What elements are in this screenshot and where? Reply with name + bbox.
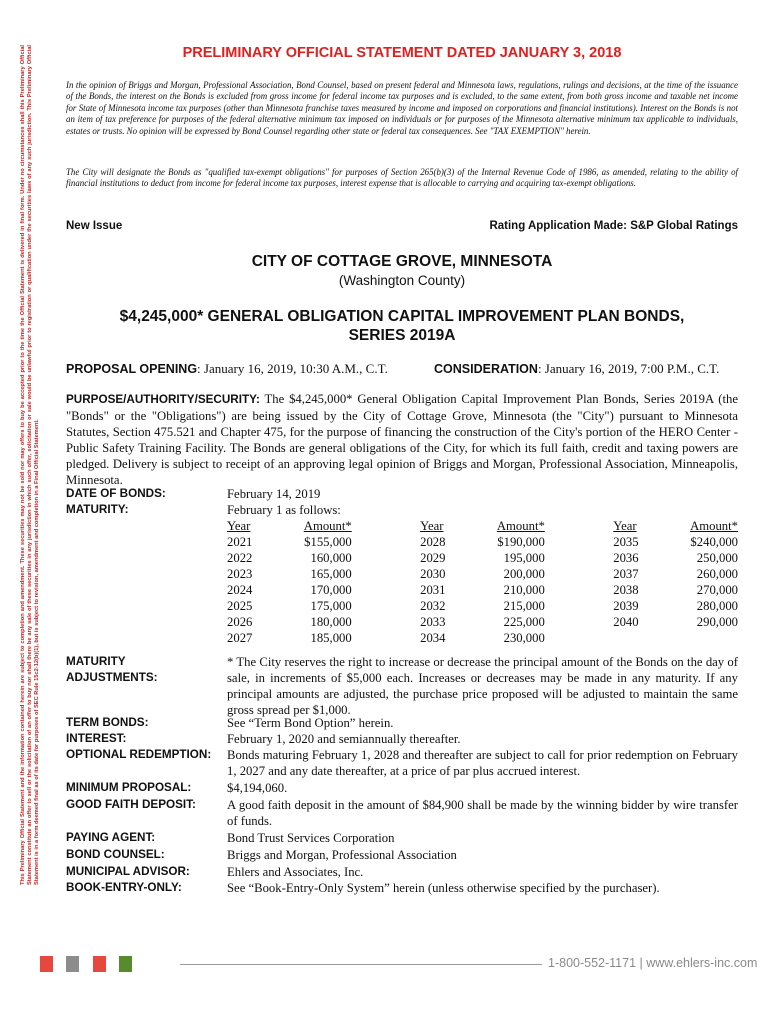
- table-row: [227, 598, 738, 614]
- bond-title-line-1: $4,245,000* GENERAL OBLIGATION CAPITAL IMPROVEMENT PLAN BONDS,: [119, 308, 685, 325]
- term-value: * The City reserves the right to increase or decrease the principal amount of the Bonds on the day of sale, in increments of $5,000 each. Increases or decreases may be made in any maturity. If any principal amounts are adjusted, the purchase price proposed will be adjusted to maintain the same gross spread per $1,000.: [227, 655, 738, 717]
- maturity-amount: [684, 630, 738, 646]
- maturity-year: [613, 630, 683, 646]
- maturity-year: 2035: [613, 535, 639, 549]
- column-gap: [545, 534, 613, 550]
- term-label: TERM BONDS:: [66, 716, 149, 729]
- table-row: [227, 614, 738, 630]
- maturity-table-header: [227, 518, 738, 534]
- column-gap: [352, 518, 420, 534]
- column-gap: [352, 550, 420, 566]
- maturity-amount: $190,000: [497, 535, 545, 549]
- header-amount: Amount*: [690, 519, 738, 533]
- maturity-year: 2021: [227, 535, 253, 549]
- maturity-year: 2024: [227, 583, 253, 597]
- term-value: See “Book-Entry-Only System” herein (unless otherwise specified by the purchaser).: [227, 881, 660, 895]
- maturity-amount: 195,000: [503, 551, 545, 565]
- consideration-label: CONSIDERATION: [434, 362, 538, 376]
- header-amount: Amount*: [303, 519, 352, 533]
- brand-square-green: [119, 956, 132, 972]
- issuer-name: CITY OF COTTAGE GROVE, MINNESOTA: [251, 253, 553, 270]
- maturity-amount: 200,000: [503, 567, 545, 581]
- term-label-line: MATURITY: [66, 655, 126, 668]
- side-disclaimer: [0, 0, 62, 1024]
- term-label: BOND COUNSEL:: [66, 848, 165, 861]
- maturity-year: 2037: [613, 567, 639, 581]
- maturity-amount: $155,000: [304, 535, 352, 549]
- preliminary-banner: PRELIMINARY OFFICIAL STATEMENT DATED JANUARY 3, 2018: [182, 45, 622, 61]
- header-year: Year: [227, 519, 251, 533]
- brand-square-red: [40, 956, 53, 972]
- table-row: [227, 534, 738, 550]
- term-label: MATURITY:: [66, 503, 129, 516]
- maturity-amount: 170,000: [310, 583, 352, 597]
- header-year: Year: [420, 519, 444, 533]
- table-row: [227, 582, 738, 598]
- term-value: A good faith deposit in the amount of $84,900 shall be made by the winning bidder by wire transfer of funds.: [227, 798, 738, 828]
- maturity-amount: 280,000: [696, 599, 738, 613]
- column-gap: [352, 614, 420, 630]
- proposal-opening: [66, 361, 388, 376]
- maturity-year: 2031: [420, 583, 446, 597]
- term-label: DATE OF BONDS:: [66, 487, 166, 500]
- maturity-year: 2025: [227, 599, 253, 613]
- term-label: INTEREST:: [66, 732, 127, 745]
- table-row: [227, 566, 738, 582]
- term-label: OPTIONAL REDEMPTION:: [66, 748, 212, 761]
- issue-row: [66, 220, 738, 232]
- proposal-row: [66, 361, 738, 377]
- term-value: See “Term Bond Option” herein.: [227, 716, 394, 730]
- maturity-amount: 270,000: [696, 583, 738, 597]
- term-value: February 1 as follows:: [227, 503, 341, 517]
- brand-square-red: [93, 956, 106, 972]
- maturity-amount: 175,000: [310, 599, 352, 613]
- term-value: Briggs and Morgan, Professional Association: [227, 848, 457, 862]
- purpose-label: PURPOSE/AUTHORITY/SECURITY:: [66, 393, 260, 406]
- term-value: Ehlers and Associates, Inc.: [227, 865, 364, 879]
- maturity-year: 2027: [227, 631, 253, 645]
- maturity-year: 2030: [420, 567, 446, 581]
- maturity-year: 2022: [227, 551, 253, 565]
- side-disclaimer-text: This Preliminary Official Statement and the information contained herein are subject to completion and amendment. These securities may not be sold nor may offers to buy be accepted prior to the time the Official Statement is delivered in final form. Under no circumstances shall this Preliminary Official Statement constitute an offer to sell or the solicitation of an offer to buy nor shall there be any sale of these securities in any jurisdiction in which such offer, solicitation or sale would be unlawful prior to registration or qualification under the securities laws of any such jurisdiction. This Preliminary Official Statement is in a form deemed final as of its date for purposes of SEC Rule 15c2-12(b)(1), but is subject to revision, amendment and completion in a Final Official Statement.: [20, 45, 40, 885]
- column-gap: [352, 534, 420, 550]
- term-value: Bond Trust Services Corporation: [227, 831, 395, 845]
- tax-opinion-paragraph: In the opinion of Briggs and Morgan, Professional Association, Bond Counsel, based on present federal and Minnesota laws, regulations, rulings and decisions, at the time of the issuance of the Bonds, the interest on the Bonds is excluded from gross income for federal income tax purposes and is excluded, to the same extent, from both gross income and taxable net income for State of Minnesota income tax purposes (other than Minnesota franchise taxes measured by income and imposed on corporations and financial institutions). Interest on the Bonds is not an item of tax preference for purposes of the federal alternative minimum tax imposed on individuals or for purposes of the Minnesota alternative minimum tax applicable to individuals, estates or trusts. No opinion will be expressed by Bond Counsel regarding other state or federal tax consequences. See "TAX EXEMPTION" herein.: [66, 80, 738, 136]
- column-gap: [352, 598, 420, 614]
- maturity-year: 2038: [613, 583, 639, 597]
- maturity-year: 2040: [613, 615, 639, 629]
- purpose-paragraph: [66, 391, 738, 488]
- column-gap: [545, 550, 613, 566]
- term-value: February 1, 2020 and semiannually thereafter.: [227, 732, 461, 746]
- term-value: February 14, 2019: [227, 487, 321, 501]
- maturity-amount: 225,000: [503, 615, 545, 629]
- maturity-amount: 160,000: [310, 551, 352, 565]
- maturity-amount: 210,000: [503, 583, 545, 597]
- maturity-year: 2023: [227, 567, 253, 581]
- proposal-opening-label: PROPOSAL OPENING: [66, 362, 198, 376]
- maturity-amount: 165,000: [310, 567, 352, 581]
- column-gap: [545, 518, 613, 534]
- column-gap: [545, 614, 613, 630]
- term-value: Bonds maturing February 1, 2028 and thereafter are subject to call for prior redemption on February 1, 2027 and any date thereafter, at a price of par plus accrued interest.: [227, 748, 738, 778]
- purpose-text: The $4,245,000* General Obligation Capital Improvement Plan Bonds, Series 2019A (the "Bonds" or the "Obligations") are being issued by the City of Cottage Grove, Minnesota (the "City") pursuant to Minnesota Statutes, Section 475.521 and Chapter 475, for the purpose of financing the construction of the City's portion of the HERO Center - Public Safety Training Facility. The Bonds are general obligations of the City, for which its full faith, credit and taxing powers are pledged. Delivery is subject to receipt of an approving legal opinion of Briggs and Morgan, Professional Association, Minneapolis, Minnesota.: [66, 392, 738, 487]
- footer-rule: [180, 964, 542, 965]
- maturity-year: 2039: [613, 599, 639, 613]
- column-gap: [545, 566, 613, 582]
- maturity-year: 2034: [420, 631, 446, 645]
- term-label: [66, 654, 158, 686]
- maturity-year: 2036: [613, 551, 639, 565]
- bond-title: [66, 307, 738, 345]
- maturity-year: 2032: [420, 599, 446, 613]
- table-row: [227, 630, 738, 646]
- maturity-amount: 230,000: [503, 631, 545, 645]
- brand-square-gray: [66, 956, 79, 972]
- maturity-amount: 185,000: [310, 631, 352, 645]
- maturity-year: 2026: [227, 615, 253, 629]
- column-gap: [545, 598, 613, 614]
- term-label: PAYING AGENT:: [66, 831, 156, 844]
- maturity-year: 2029: [420, 551, 446, 565]
- footer-contact: 1-800-552-1171 | www.ehlers-inc.com: [548, 956, 758, 970]
- consideration: [434, 361, 719, 377]
- term-label: MINIMUM PROPOSAL:: [66, 781, 192, 794]
- consideration-value: : January 16, 2019, 7:00 P.M., C.T.: [537, 361, 720, 376]
- maturity-year: 2028: [420, 535, 446, 549]
- maturity-year: 2033: [420, 615, 446, 629]
- column-gap: [545, 630, 613, 646]
- table-row: [227, 550, 738, 566]
- proposal-opening-value: : January 16, 2019, 10:30 A.M., C.T.: [197, 361, 388, 376]
- maturity-amount: 290,000: [696, 615, 738, 629]
- maturity-amount: 180,000: [310, 615, 352, 629]
- term-label: BOOK-ENTRY-ONLY:: [66, 881, 182, 894]
- term-label: MUNICIPAL ADVISOR:: [66, 865, 190, 878]
- issuer-county: (Washington County): [338, 273, 466, 288]
- column-gap: [545, 582, 613, 598]
- column-gap: [352, 566, 420, 582]
- maturity-amount: 250,000: [696, 551, 738, 565]
- qualified-obligations-paragraph: The City will designate the Bonds as "qualified tax-exempt obligations" for purposes of Section 265(b)(3) of the Internal Revenue Code of 1986, as amended, relating to the ability of financial institutions to deduct from income for federal income tax purposes, interest expense that is allocable to carrying and acquiring tax-exempt obligations.: [66, 167, 738, 189]
- maturity-amount: $240,000: [690, 535, 738, 549]
- rating-label: Rating Application Made: S&P Global Ratings: [489, 220, 738, 232]
- term-label: GOOD FAITH DEPOSIT:: [66, 798, 196, 811]
- page-footer: [40, 956, 758, 976]
- term-value: $4,194,060.: [227, 781, 288, 795]
- header-amount: Amount*: [496, 519, 545, 533]
- header-year: Year: [613, 519, 637, 533]
- column-gap: [352, 630, 420, 646]
- maturity-amount: 260,000: [696, 567, 738, 581]
- column-gap: [352, 582, 420, 598]
- bond-title-line-2: SERIES 2019A: [348, 327, 456, 344]
- maturity-amount: 215,000: [503, 599, 545, 613]
- term-label-line: ADJUSTMENTS:: [66, 671, 158, 684]
- new-issue-label: New Issue: [66, 220, 123, 232]
- maturity-table: [227, 518, 738, 646]
